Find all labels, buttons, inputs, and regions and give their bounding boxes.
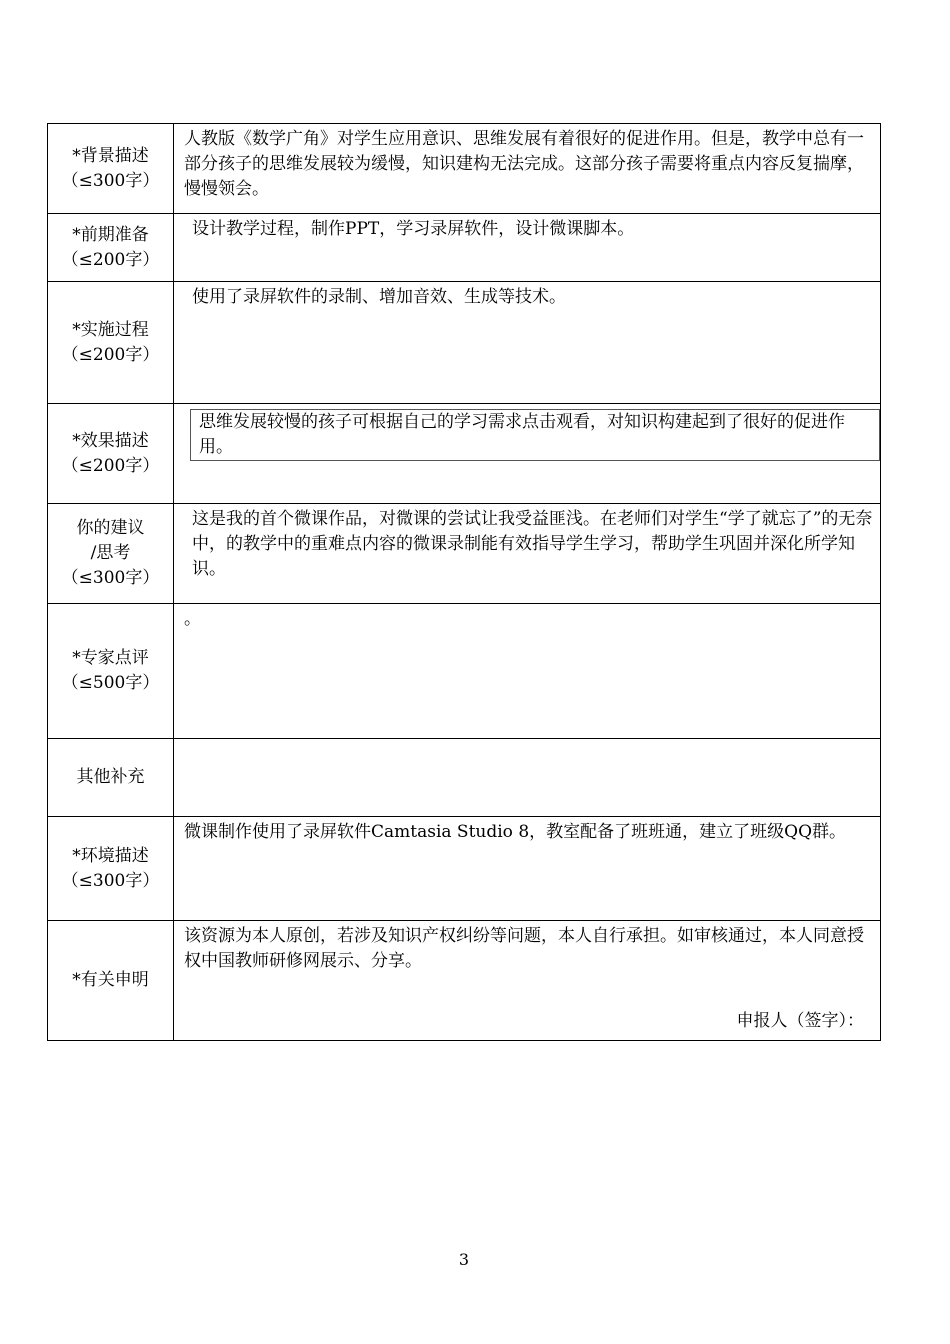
content-declaration: 该资源为本人原创，若涉及知识产权纠纷等问题，本人自行承担。如审核通过，本人同意授权中国教师研修网展示、分享。: [184, 926, 864, 971]
signature-label: 申报人（签字）：: [736, 1011, 864, 1031]
label-background-limit: （≤300字）: [61, 170, 160, 191]
label-other: [48, 739, 174, 817]
content-effect: 思维发展较慢的孩子可根据自己的学习需求点击观看，对知识构建起到了很好的促进作用。: [190, 409, 880, 461]
content-effect-cell: [174, 404, 881, 504]
row-preparation: [48, 214, 881, 282]
label-effect: [48, 404, 174, 504]
label-preparation: [48, 214, 174, 282]
label-implementation-limit: （≤200字）: [61, 344, 160, 365]
content-background: 人教版《数学广角》对学生应用意识、思维发展有着很好的促进作用。但是，教学中总有一部分孩子的思维发展较为缓慢，知识建构无法完成。这部分孩子需要将重点内容反复揣摩，慢慢领会。: [174, 124, 881, 214]
label-preparation-title: *前期准备: [72, 224, 149, 245]
page-number: 3: [458, 1250, 470, 1269]
application-form-table: [47, 123, 881, 1041]
row-effect: [48, 404, 881, 504]
row-expert-review: [48, 604, 881, 739]
label-suggestion: [48, 504, 174, 604]
content-implementation: 使用了录屏软件的录制、增加音效、生成等技术。: [174, 282, 881, 404]
label-declaration-title: *有关申明: [72, 970, 149, 990]
label-environment: [48, 817, 174, 921]
label-other-title: 其他补充: [76, 767, 145, 787]
content-environment: 微课制作使用了录屏软件Camtasia Studio 8，教室配备了班班通，建立了班级QQ群。: [174, 817, 881, 921]
label-background: [48, 124, 174, 214]
row-declaration: [48, 921, 881, 1041]
label-suggestion-limit: （≤300字）: [61, 568, 160, 588]
row-background: [48, 124, 881, 214]
content-declaration-cell: [174, 921, 881, 1041]
label-environment-title: *环境描述: [72, 845, 149, 866]
label-expert-review-limit: （≤500字）: [61, 673, 160, 693]
label-suggestion-subtitle: /思考: [90, 543, 131, 563]
content-suggestion: 这是我的首个微课作品，对微课的尝试让我受益匪浅。在老师们对学生“学了就忘了”的无奈中，的教学中的重难点内容的微课录制能有效指导学生学习，帮助学生巩固并深化所学知识。: [174, 504, 881, 604]
label-implementation: [48, 282, 174, 404]
label-suggestion-title: 你的建议: [76, 518, 145, 538]
row-implementation: [48, 282, 881, 404]
label-effect-limit: （≤200字）: [61, 455, 160, 476]
label-preparation-limit: （≤200字）: [61, 249, 160, 270]
label-background-title: *背景描述: [72, 145, 149, 166]
label-declaration: [48, 921, 174, 1041]
content-expert-review: 。: [174, 604, 881, 739]
row-suggestion: [48, 504, 881, 604]
row-environment: [48, 817, 881, 921]
label-expert-review: [48, 604, 174, 739]
label-effect-title: *效果描述: [72, 430, 149, 451]
content-preparation: 设计教学过程，制作PPT，学习录屏软件，设计微课脚本。: [174, 214, 881, 282]
row-other: [48, 739, 881, 817]
label-implementation-title: *实施过程: [72, 319, 149, 340]
label-expert-review-title: *专家点评: [72, 648, 149, 668]
label-environment-limit: （≤300字）: [61, 870, 160, 891]
content-other: [174, 739, 881, 817]
